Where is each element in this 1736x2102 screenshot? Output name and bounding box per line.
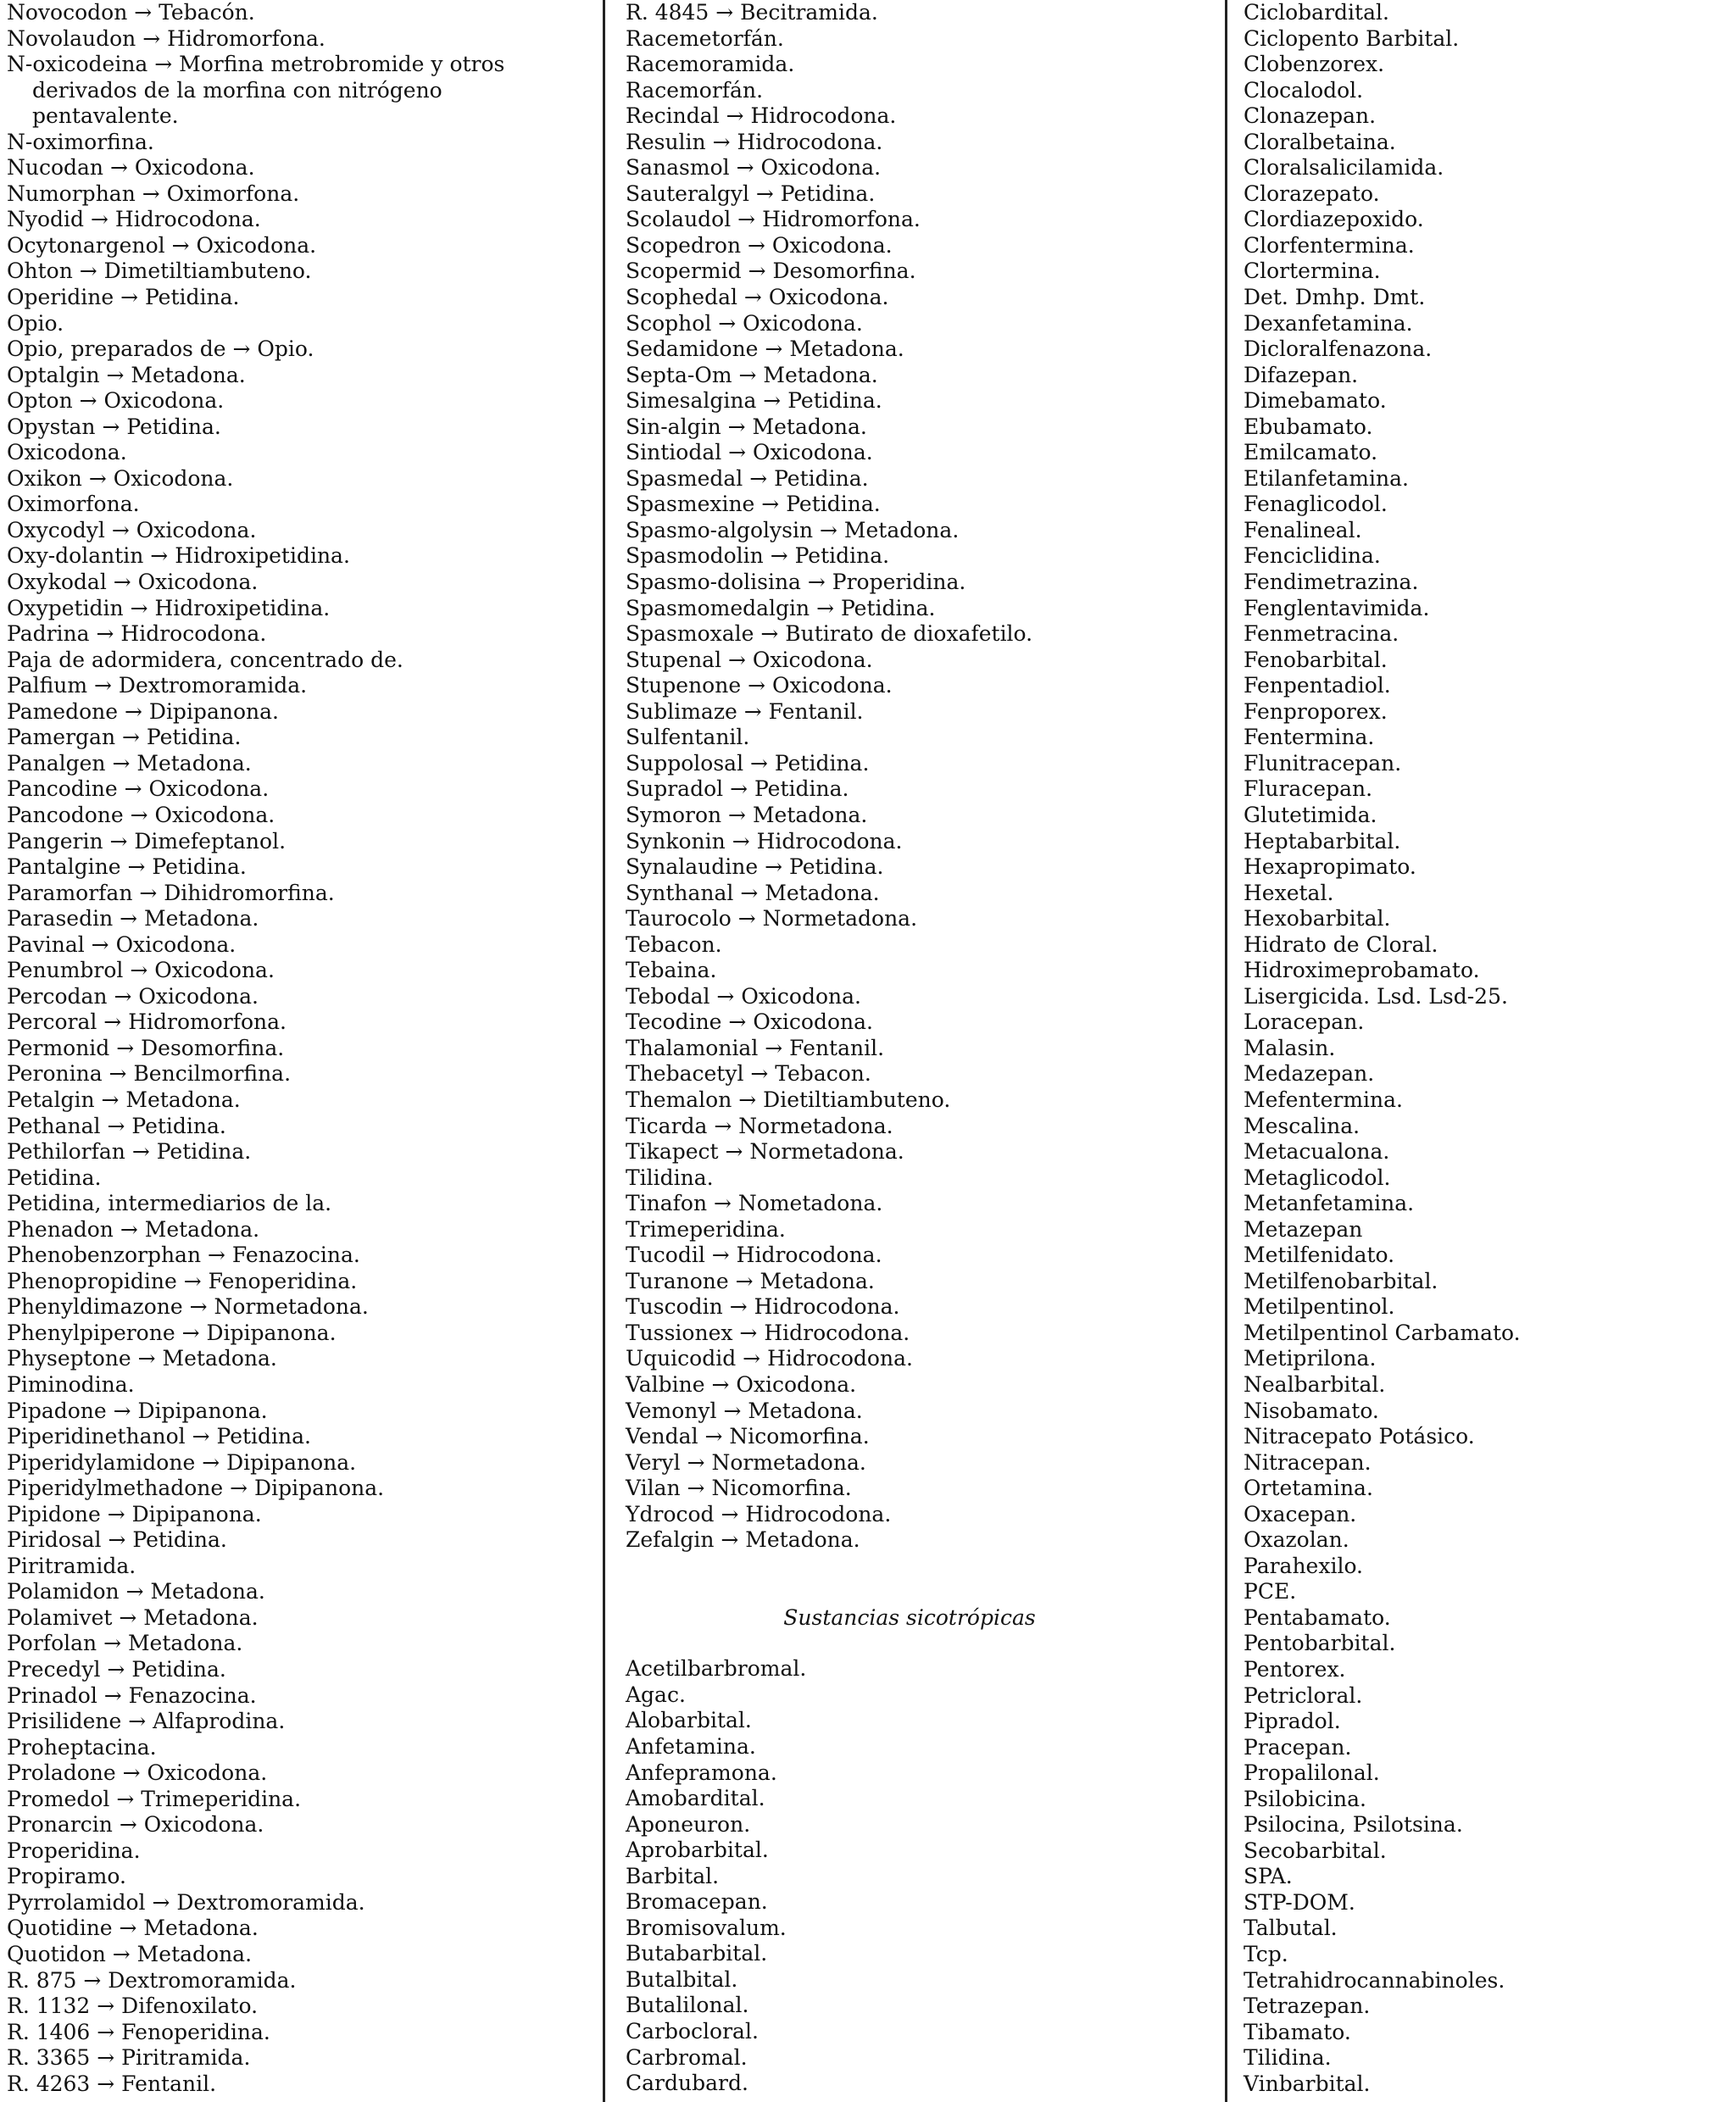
list-item: Pracepan.	[1244, 1734, 1352, 1760]
list-item: Pentorex.	[1244, 1657, 1346, 1682]
list-item: Fenaglicodol.	[1244, 492, 1388, 517]
list-item: Opio, preparados de → Opio.	[7, 336, 314, 362]
list-item: Psilocina, Psilotsina.	[1244, 1812, 1463, 1838]
list-item: Oxypetidin → Hidroxipetidina.	[7, 595, 331, 620]
column-3	[1244, 0, 1727, 2097]
list-item: Agac.	[626, 1682, 686, 1707]
list-item: Pangerin → Dimefeptanol.	[7, 828, 287, 854]
list-item: Zefalgin → Metadona.	[626, 1527, 860, 1553]
list-item: Tussionex → Hidrocodona.	[626, 1320, 910, 1345]
list-item: Butabarbital.	[626, 1941, 768, 1966]
list-item: Fenmetracina.	[1244, 621, 1399, 647]
list-item: Phenopropidine → Fenoperidina.	[7, 1268, 358, 1293]
list-item: Ciclobardital.	[1244, 0, 1389, 25]
list-item: Fenalineal.	[1244, 517, 1362, 542]
list-item: Difazepan.	[1244, 362, 1359, 387]
list-item: R. 875 → Dextromoramida.	[7, 1967, 297, 1993]
list-item: Sauteralgyl → Petidina.	[626, 181, 876, 206]
list-item: Hidroximeprobamato.	[1244, 958, 1480, 983]
list-item: Spasmodolin → Petidina.	[626, 543, 890, 569]
list-item: Cloralsalicilamida.	[1244, 155, 1444, 181]
list-item: Glutetimida.	[1244, 802, 1377, 827]
list-item: Cardubard.	[626, 2071, 748, 2096]
list-item: Spasmo-dolisina → Properidina.	[626, 570, 966, 595]
list-item: Proladone → Oxicodona.	[7, 1760, 268, 1786]
list-item: Novocodon → Tebacón.	[7, 0, 255, 25]
list-item: Stupenal → Oxicodona.	[626, 647, 873, 672]
list-item: Cloralbetaina.	[1244, 129, 1396, 154]
list-item: Bromacepan.	[626, 1889, 768, 1915]
section-title: Sustancias sicotrópicas	[783, 1604, 1036, 1630]
list-item: Scopermid → Desomorfina.	[626, 259, 916, 284]
list-item: Lisergicida. Lsd. Lsd-25.	[1244, 983, 1508, 1009]
column-2	[626, 0, 1210, 2097]
list-item: Phenobenzorphan → Fenazocina.	[7, 1243, 360, 1268]
list-item: Heptabarbital.	[1244, 828, 1401, 854]
list-item: Pamedone → Dipipanona.	[7, 698, 279, 724]
list-item: N-oximorfina.	[7, 129, 154, 154]
list-item: Trimeperidina.	[626, 1216, 786, 1242]
list-item: Polamivet → Metadona.	[7, 1604, 259, 1630]
list-item: Physeptone → Metadona.	[7, 1346, 277, 1371]
list-item: Clordiazepoxido.	[1244, 207, 1424, 232]
list-item: Panalgen → Metadona.	[7, 750, 252, 776]
list-item: Resulin → Hidrocodona.	[626, 129, 883, 154]
list-item: Clonazepan.	[1244, 103, 1377, 129]
list-item: Hexapropimato.	[1244, 854, 1416, 880]
list-item: Pipidone → Dipipanona.	[7, 1501, 262, 1526]
list-item: Palfium → Dextromoramida.	[7, 673, 308, 698]
list-item: Spasmo-algolysin → Metadona.	[626, 517, 960, 542]
list-item: Septa-Om → Metadona.	[626, 362, 878, 387]
list-item: Vemonyl → Metadona.	[626, 1398, 863, 1423]
list-item: Piperidylmethadone → Dipipanona.	[7, 1476, 385, 1501]
list-item: Metazepan	[1244, 1216, 1363, 1242]
list-item: Oxacepan.	[1244, 1501, 1357, 1526]
list-item: Racemorfán.	[626, 77, 764, 103]
list-item: Phenylpiperone → Dipipanona.	[7, 1320, 337, 1345]
list-item: Metilpentinol Carbamato.	[1244, 1320, 1521, 1345]
list-item: Anfetamina.	[626, 1734, 756, 1759]
list-item: Fenglentavimida.	[1244, 595, 1430, 620]
list-item: Clorazepato.	[1244, 181, 1380, 206]
list-item: Opton → Oxicodona.	[7, 388, 225, 414]
list-item: Oxicodona.	[7, 440, 127, 465]
list-item: Etilanfetamina.	[1244, 465, 1409, 491]
list-item: Hexetal.	[1244, 880, 1334, 905]
list-item: Carbocloral.	[626, 2019, 759, 2044]
list-item: Amobardital.	[626, 1786, 765, 1811]
list-item: Sedamidone → Metadona.	[626, 336, 904, 362]
list-item: Parasedin → Metadona.	[7, 906, 259, 931]
list-item: Metiprilona.	[1244, 1346, 1377, 1371]
list-item: R. 4263 → Fentanil.	[7, 2071, 217, 2096]
list-item: Percoral → Hidromorfona.	[7, 1009, 287, 1035]
list-item: Piperidinethanol → Petidina.	[7, 1424, 311, 1449]
list-item: Nitracepato Potásico.	[1244, 1424, 1475, 1449]
list-item: Talbutal.	[1244, 1916, 1338, 1941]
list-item: Secobarbital.	[1244, 1838, 1387, 1863]
column-divider	[603, 0, 605, 2102]
list-item: Novolaudon → Hidromorfona.	[7, 25, 326, 51]
list-item: Synalaudine → Petidina.	[626, 854, 884, 880]
list-item: Ohton → Dimetiltiambuteno.	[7, 259, 312, 284]
list-item: Tecodine → Oxicodona.	[626, 1009, 873, 1035]
list-item: Paja de adormidera, concentrado de.	[7, 647, 403, 672]
list-item: Psilobicina.	[1244, 1786, 1366, 1811]
list-item: Peronina → Bencilmorfina.	[7, 1061, 292, 1087]
list-item: Tucodil → Hidrocodona.	[626, 1243, 882, 1268]
list-item: Alobarbital.	[626, 1708, 752, 1733]
list-item: R. 3365 → Piritramida.	[7, 2045, 251, 2071]
list-item: Opystan → Petidina.	[7, 414, 221, 439]
list-item: Tcp.	[1244, 1942, 1288, 1967]
list-item: Padrina → Hidrocodona.	[7, 621, 267, 647]
list-item: Permonid → Desomorfina.	[7, 1035, 285, 1060]
list-item: Piritramida.	[7, 1553, 136, 1578]
list-item: Tinafon → Nometadona.	[626, 1191, 883, 1216]
list-item: Spasmoxale → Butirato de dioxafetilo.	[626, 621, 1033, 647]
list-item: Oximorfona.	[7, 492, 140, 517]
list-item: STP-DOM.	[1244, 1889, 1355, 1915]
list-item: Precedyl → Petidina.	[7, 1657, 226, 1682]
list-item: Taurocolo → Normetadona.	[626, 906, 918, 931]
list-item: Vendal → Nicomorfina.	[626, 1424, 870, 1449]
list-item: Dicloralfenazona.	[1244, 336, 1433, 362]
psychotropic-list	[626, 1656, 1210, 2096]
list-item: Synkonin → Hidrocodona.	[626, 828, 903, 854]
list-item: Supradol → Petidina.	[626, 776, 849, 802]
list-item: Pronarcin → Oxicodona.	[7, 1812, 264, 1838]
list-item: Butalilonal.	[626, 1993, 749, 2018]
list-item: Nitracepan.	[1244, 1449, 1372, 1475]
list-item: Mescalina.	[1244, 1113, 1360, 1138]
list-item: Prinadol → Fenazocina.	[7, 1682, 257, 1708]
list-item: Scophedal → Oxicodona.	[626, 285, 889, 310]
list-item: Quotidine → Metadona.	[7, 1916, 259, 1941]
list-item: Ocytonargenol → Oxicodona.	[7, 232, 317, 258]
list-item: Percodan → Oxicodona.	[7, 983, 259, 1009]
column-1	[7, 0, 592, 2097]
list-item: Phenyldimazone → Normetadona.	[7, 1294, 369, 1320]
list-item: Mefentermina.	[1244, 1087, 1403, 1112]
list-item: Pancodine → Oxicodona.	[7, 776, 270, 802]
list-item: Opio.	[7, 310, 64, 336]
list-item: Acetilbarbromal.	[626, 1656, 807, 1682]
list-item: Tilidina.	[1244, 2045, 1332, 2071]
list-item: Turanone → Metadona.	[626, 1268, 875, 1293]
list-item: Hexobarbital.	[1244, 906, 1391, 931]
list-item: Sulfentanil.	[626, 725, 750, 750]
list-item: SPA.	[1244, 1864, 1293, 1889]
list-item: Ciclopento Barbital.	[1244, 25, 1460, 51]
list-item: Oxikon → Oxicodona.	[7, 465, 234, 491]
list-item: Sin-algin → Metadona.	[626, 414, 867, 439]
list-item: Ortetamina.	[1244, 1476, 1373, 1501]
list-item: Uquicodid → Hidrocodona.	[626, 1346, 913, 1371]
list-item: Thebacetyl → Tebacon.	[626, 1061, 871, 1087]
list-item: Porfolan → Metadona.	[7, 1631, 243, 1656]
section-spacer	[626, 1631, 1210, 1656]
list-item: Piridosal → Petidina.	[7, 1527, 227, 1553]
list-item: Pethanal → Petidina.	[7, 1113, 226, 1138]
list-item: Vilan → Nicomorfina.	[626, 1476, 852, 1501]
list-item: Scophol → Oxicodona.	[626, 310, 863, 336]
list-item: Malasin.	[1244, 1035, 1336, 1060]
list-item: Nisobamato.	[1244, 1398, 1379, 1423]
list-item: Penumbrol → Oxicodona.	[7, 958, 275, 983]
list-item: Tikapect → Normetadona.	[626, 1139, 904, 1165]
list-item: Metanfetamina.	[1244, 1191, 1415, 1216]
list-item: Pancodone → Oxicodona.	[7, 802, 275, 827]
list-item: Pyrrolamidol → Dextromoramida.	[7, 1889, 365, 1915]
list-item: Scopedron → Oxicodona.	[626, 232, 893, 258]
list-item: Stupenone → Oxicodona.	[626, 673, 893, 698]
column-divider	[1225, 0, 1227, 2102]
list-item: Racemetorfán.	[626, 25, 784, 51]
list-item: Thalamonial → Fentanil.	[626, 1035, 885, 1060]
list-item: Loracepan.	[1244, 1009, 1365, 1035]
list-item: Spasmomedalgin → Petidina.	[626, 595, 936, 620]
list-item: Carbromal.	[626, 2044, 748, 2070]
list-item: Nealbarbital.	[1244, 1371, 1386, 1397]
list-item: Fenciclidina.	[1244, 543, 1381, 569]
list-item: Clobenzorex.	[1244, 52, 1385, 77]
list-item: Pavinal → Oxicodona.	[7, 931, 236, 957]
list-item: Fendimetrazina.	[1244, 570, 1419, 595]
list-item: Polamidon → Metadona.	[7, 1579, 265, 1604]
list-item: Piminodina.	[7, 1371, 135, 1397]
list-item: Pipradol.	[1244, 1709, 1341, 1734]
list-item: R. 1132 → Difenoxilato.	[7, 1994, 259, 2019]
section-spacer	[626, 1554, 1210, 1605]
list-item: Metilpentinol.	[1244, 1294, 1395, 1320]
list-item: Aponeuron.	[626, 1811, 751, 1837]
list-item: PCE.	[1244, 1579, 1297, 1604]
list-item: Symoron → Metadona.	[626, 802, 868, 827]
list-item: Recindal → Hidrocodona.	[626, 103, 897, 129]
list-item: Parahexilo.	[1244, 1553, 1364, 1578]
list-item: Operidine → Petidina.	[7, 285, 240, 310]
list-item: Metacualona.	[1244, 1139, 1390, 1165]
list-item: Vinbarbital.	[1244, 2071, 1371, 2096]
list-item: Oxykodal → Oxicodona.	[7, 570, 259, 595]
list-item: Properidina.	[7, 1838, 141, 1863]
list-item: Ydrocod → Hidrocodona.	[626, 1501, 892, 1526]
list-item: Oxycodyl → Oxicodona.	[7, 517, 257, 542]
list-item: Tebaina.	[626, 958, 717, 983]
list-item: Paramorfan → Dihidromorfina.	[7, 880, 335, 905]
list-item: Fentermina.	[1244, 725, 1375, 750]
list-item: Prisilidene → Alfaprodina.	[7, 1709, 286, 1734]
list-item: Fenpentadiol.	[1244, 673, 1391, 698]
list-item: Hidrato de Cloral.	[1244, 931, 1438, 957]
list-item: Scolaudol → Hidromorfona.	[626, 207, 921, 232]
list-item: Anfepramona.	[626, 1760, 777, 1785]
list-item: Petricloral.	[1244, 1682, 1363, 1708]
list-item: Propalilonal.	[1244, 1760, 1380, 1786]
list-item: Pipadone → Dipipanona.	[7, 1398, 268, 1423]
list-item: Themalon → Dietiltiambuteno.	[626, 1087, 951, 1112]
list-item: Tebacon.	[626, 931, 722, 957]
list-item: Valbine → Oxicodona.	[626, 1371, 857, 1397]
list-item: Ebubamato.	[1244, 414, 1373, 439]
list-item: Emilcamato.	[1244, 440, 1378, 465]
list-item: Pantalgine → Petidina.	[7, 854, 247, 880]
list-item: R. 4845 → Becitramida.	[626, 0, 878, 25]
list-item: Nucodan → Oxicodona.	[7, 155, 255, 181]
list-item: Ticarda → Normetadona.	[626, 1113, 893, 1138]
list-item: Petalgin → Metadona.	[7, 1087, 241, 1112]
list-item: Bromisovalum.	[626, 1915, 787, 1940]
list-item: Sublimaze → Fentanil.	[626, 698, 864, 724]
list-item: Medazepan.	[1244, 1061, 1375, 1087]
list-item: Pethilorfan → Petidina.	[7, 1139, 252, 1165]
list-item: R. 1406 → Fenoperidina.	[7, 2019, 270, 2044]
list-item: Dimebamato.	[1244, 388, 1387, 414]
list-item: Tuscodin → Hidrocodona.	[626, 1294, 900, 1320]
list-item: Fenobarbital.	[1244, 647, 1388, 672]
list-item: Dexanfetamina.	[1244, 310, 1413, 336]
list-item: Proheptacina.	[7, 1734, 157, 1760]
list-item: Butalbital.	[626, 1966, 738, 1992]
list-item: Metaglicodol.	[1244, 1165, 1391, 1190]
list-item: Tilidina.	[626, 1165, 714, 1190]
list-item: Flunitracepan.	[1244, 750, 1402, 776]
list-item: Pentobarbital.	[1244, 1631, 1396, 1656]
list-item: Phenadon → Metadona.	[7, 1216, 260, 1242]
list-item: Sintiodal → Oxicodona.	[626, 440, 873, 465]
list-item: Oxy-dolantin → Hidroxipetidina.	[7, 543, 350, 569]
list-item: Spasmedal → Petidina.	[626, 465, 869, 491]
list-item: Barbital.	[626, 1863, 720, 1888]
list-item: Tibamato.	[1244, 2019, 1351, 2044]
narcotics-list-continued	[626, 0, 1210, 1554]
list-item: Aprobarbital.	[626, 1838, 769, 1863]
list-item: Spasmexine → Petidina.	[626, 492, 881, 517]
list-item: Nyodid → Hidrocodona.	[7, 207, 261, 232]
list-item: Oxazolan.	[1244, 1527, 1349, 1553]
list-item: Clorfentermina.	[1244, 232, 1415, 258]
list-item: Suppolosal → Petidina.	[626, 750, 870, 776]
list-item: Tetrazepan.	[1244, 1994, 1371, 2019]
list-item: Optalgin → Metadona.	[7, 362, 246, 387]
list-item: Clortermina.	[1244, 259, 1381, 284]
list-item: Metilfenidato.	[1244, 1243, 1395, 1268]
list-item: Petidina.	[7, 1165, 102, 1190]
list-item: Petidina, intermediarios de la.	[7, 1191, 332, 1216]
list-item: Pamergan → Petidina.	[7, 725, 242, 750]
list-item: Numorphan → Oximorfona.	[7, 181, 300, 206]
list-item: Simesalgina → Petidina.	[626, 388, 882, 414]
list-item: Veryl → Normetadona.	[626, 1449, 866, 1475]
list-item: Quotidon → Metadona.	[7, 1942, 253, 1967]
list-item: Propiramo.	[7, 1864, 126, 1889]
list-item: Piperidylamidone → Dipipanona.	[7, 1449, 357, 1475]
list-item: Det. Dmhp. Dmt.	[1244, 285, 1426, 310]
list-item: Tebodal → Oxicodona.	[626, 983, 861, 1009]
list-item: Tetrahidrocannabinoles.	[1244, 1967, 1505, 1993]
list-item: Metilfenobarbital.	[1244, 1268, 1438, 1293]
list-item: N-oxicodeina → Morfina metrobromide y otros derivados de la morfina con nitrógeno pentavalente.	[7, 52, 505, 129]
list-item: Fenproporex.	[1244, 698, 1388, 724]
list-item: Sanasmol → Oxicodona.	[626, 155, 882, 181]
list-item: Promedol → Trimeperidina.	[7, 1786, 302, 1811]
list-item: Racemoramida.	[626, 52, 795, 77]
list-item: Pentabamato.	[1244, 1604, 1391, 1630]
list-item: Clocalodol.	[1244, 77, 1364, 103]
list-item: Fluracepan.	[1244, 776, 1373, 802]
list-item: Synthanal → Metadona.	[626, 880, 880, 905]
